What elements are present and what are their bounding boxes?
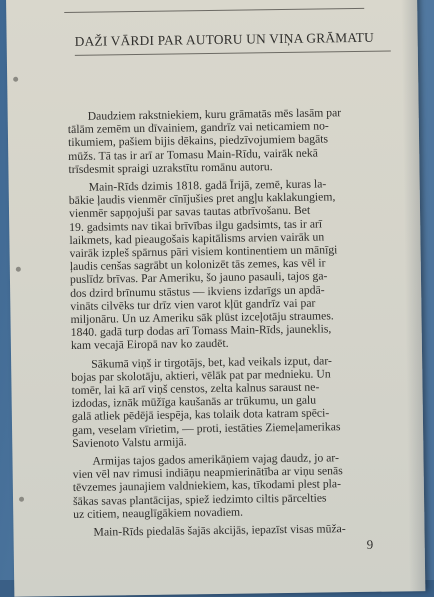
text-line: 19. gadsimts nav tikai brīvības ilgu gadsimts, tas ir arī [69, 217, 323, 234]
title-underline-rule [75, 51, 391, 56]
paragraph [68, 106, 383, 176]
text-line: laikmets, kad pieaugošais kapitālisms arvien vairāk un [69, 230, 325, 247]
text-line: dos dzird brīnumu stāstus — ikviens izdarīgs un apdā- [70, 283, 325, 300]
text-line: tālām zemēm un dīvainiem, gandrīz vai neticamiem no- [67, 119, 329, 137]
text-line: vināts cilvēks tur drīz vien varot kļūt gandrīz vai par [70, 296, 316, 313]
text-line: mūžs. Tā tas ir arī ar Tomasu Main-Rīdu, vairāk nekā [68, 146, 318, 163]
chapter-title: DAŽI VĀRDI PAR AUTORU UN VIŅA GRĀMATU [74, 29, 375, 49]
text-line: Main-Rīds dzimis 1818. gadā Īrijā, zemē, kuras la- [88, 177, 327, 194]
stitch-hole [19, 497, 24, 502]
paragraph [73, 522, 387, 540]
text-line: ļaudis cenšas sagrābt un kolonizēt tās zemes, kas vēl ir [69, 256, 326, 274]
paragraph [71, 353, 386, 450]
text-line: Armijas tajos gados amerikāņiem vajag daudz, jo ar- [92, 451, 340, 468]
text-line: bākie ļaudis vienmēr cīnījušies pret angļu kaklakungiem, [68, 190, 336, 208]
text-line: puslīdz brīvas. Par Ameriku, šo jauno pasauli, tajos ga- [69, 269, 328, 287]
text-line: 1840. gadā turp dodas arī Tomass Main-Rīds, jauneklis, [70, 322, 332, 340]
text-line: Sākumā viņš ir tirgotājs, bet, kad veikals izput, dar- [91, 354, 332, 371]
text-line: bojas par skolotāju, aktieri, vēlāk pat par mednieku. Un [71, 367, 331, 384]
text-line: izdodas, iznāk mūžīga kaušanās ar trūkumu, un galu [71, 393, 317, 411]
paragraph [69, 177, 385, 353]
text-line: Daudziem rakstniekiem, kuru grāmatās mēs lasām par [87, 106, 342, 123]
stitch-hole [13, 77, 18, 82]
text-line: vien vēl nav rimusi indiāņu neapmierinātība ar viņu senās [72, 464, 343, 482]
text-line: šākas savas plantācijas, spiež iedzimto ciltis pārcelties [72, 491, 327, 508]
paragraph [72, 451, 387, 521]
text-line: uz citiem, neauglīgākiem novadiem. [73, 505, 244, 521]
text-line: miljonāru. Un uz Ameriku sāk plūst izceļotāju straumes. [70, 309, 334, 327]
binding-stitches [9, 77, 29, 507]
page-number: 9 [366, 536, 374, 552]
book-page [6, 0, 425, 597]
text-line: Savienoto Valstu armijā. [72, 435, 187, 450]
text-line: vienmēr sapņojuši par savas tautas atbrīvošanu. Bet [68, 204, 311, 221]
text-line: gam, veselam vīrietim, — proti, iestāties Ziemeļamerikas [71, 419, 341, 437]
text-line: trīsdesmit spraigi uzrakstītu romānu autoru. [68, 159, 273, 176]
body-text [68, 106, 388, 545]
top-decorative-rule [64, 8, 364, 13]
text-line: tikumiem, pašiem bijis dēkains, piedzīvojumiem bagāts [67, 132, 329, 150]
text-line: kam vecajā Eiropā nav ko zaudēt. [70, 337, 229, 353]
text-line: tēvzemes jaunajiem valdniekiem, kas, tīkodami plest pla- [72, 477, 342, 495]
text-line: vairāk izpleš spārnus pāri visiem kontinentiem un mānīgi [69, 243, 338, 261]
text-line: tomēr, lai kā arī viņš censtos, zelta kalnus saraust ne- [71, 380, 320, 398]
text-line: galā atliek pēdējā iespēja, kas tolaik dota katram spēci- [71, 406, 330, 424]
stitch-hole [16, 267, 21, 272]
text-line: Main-Rīds piedalās šajās akcijās, iepazīst visas mūža- [93, 522, 346, 539]
